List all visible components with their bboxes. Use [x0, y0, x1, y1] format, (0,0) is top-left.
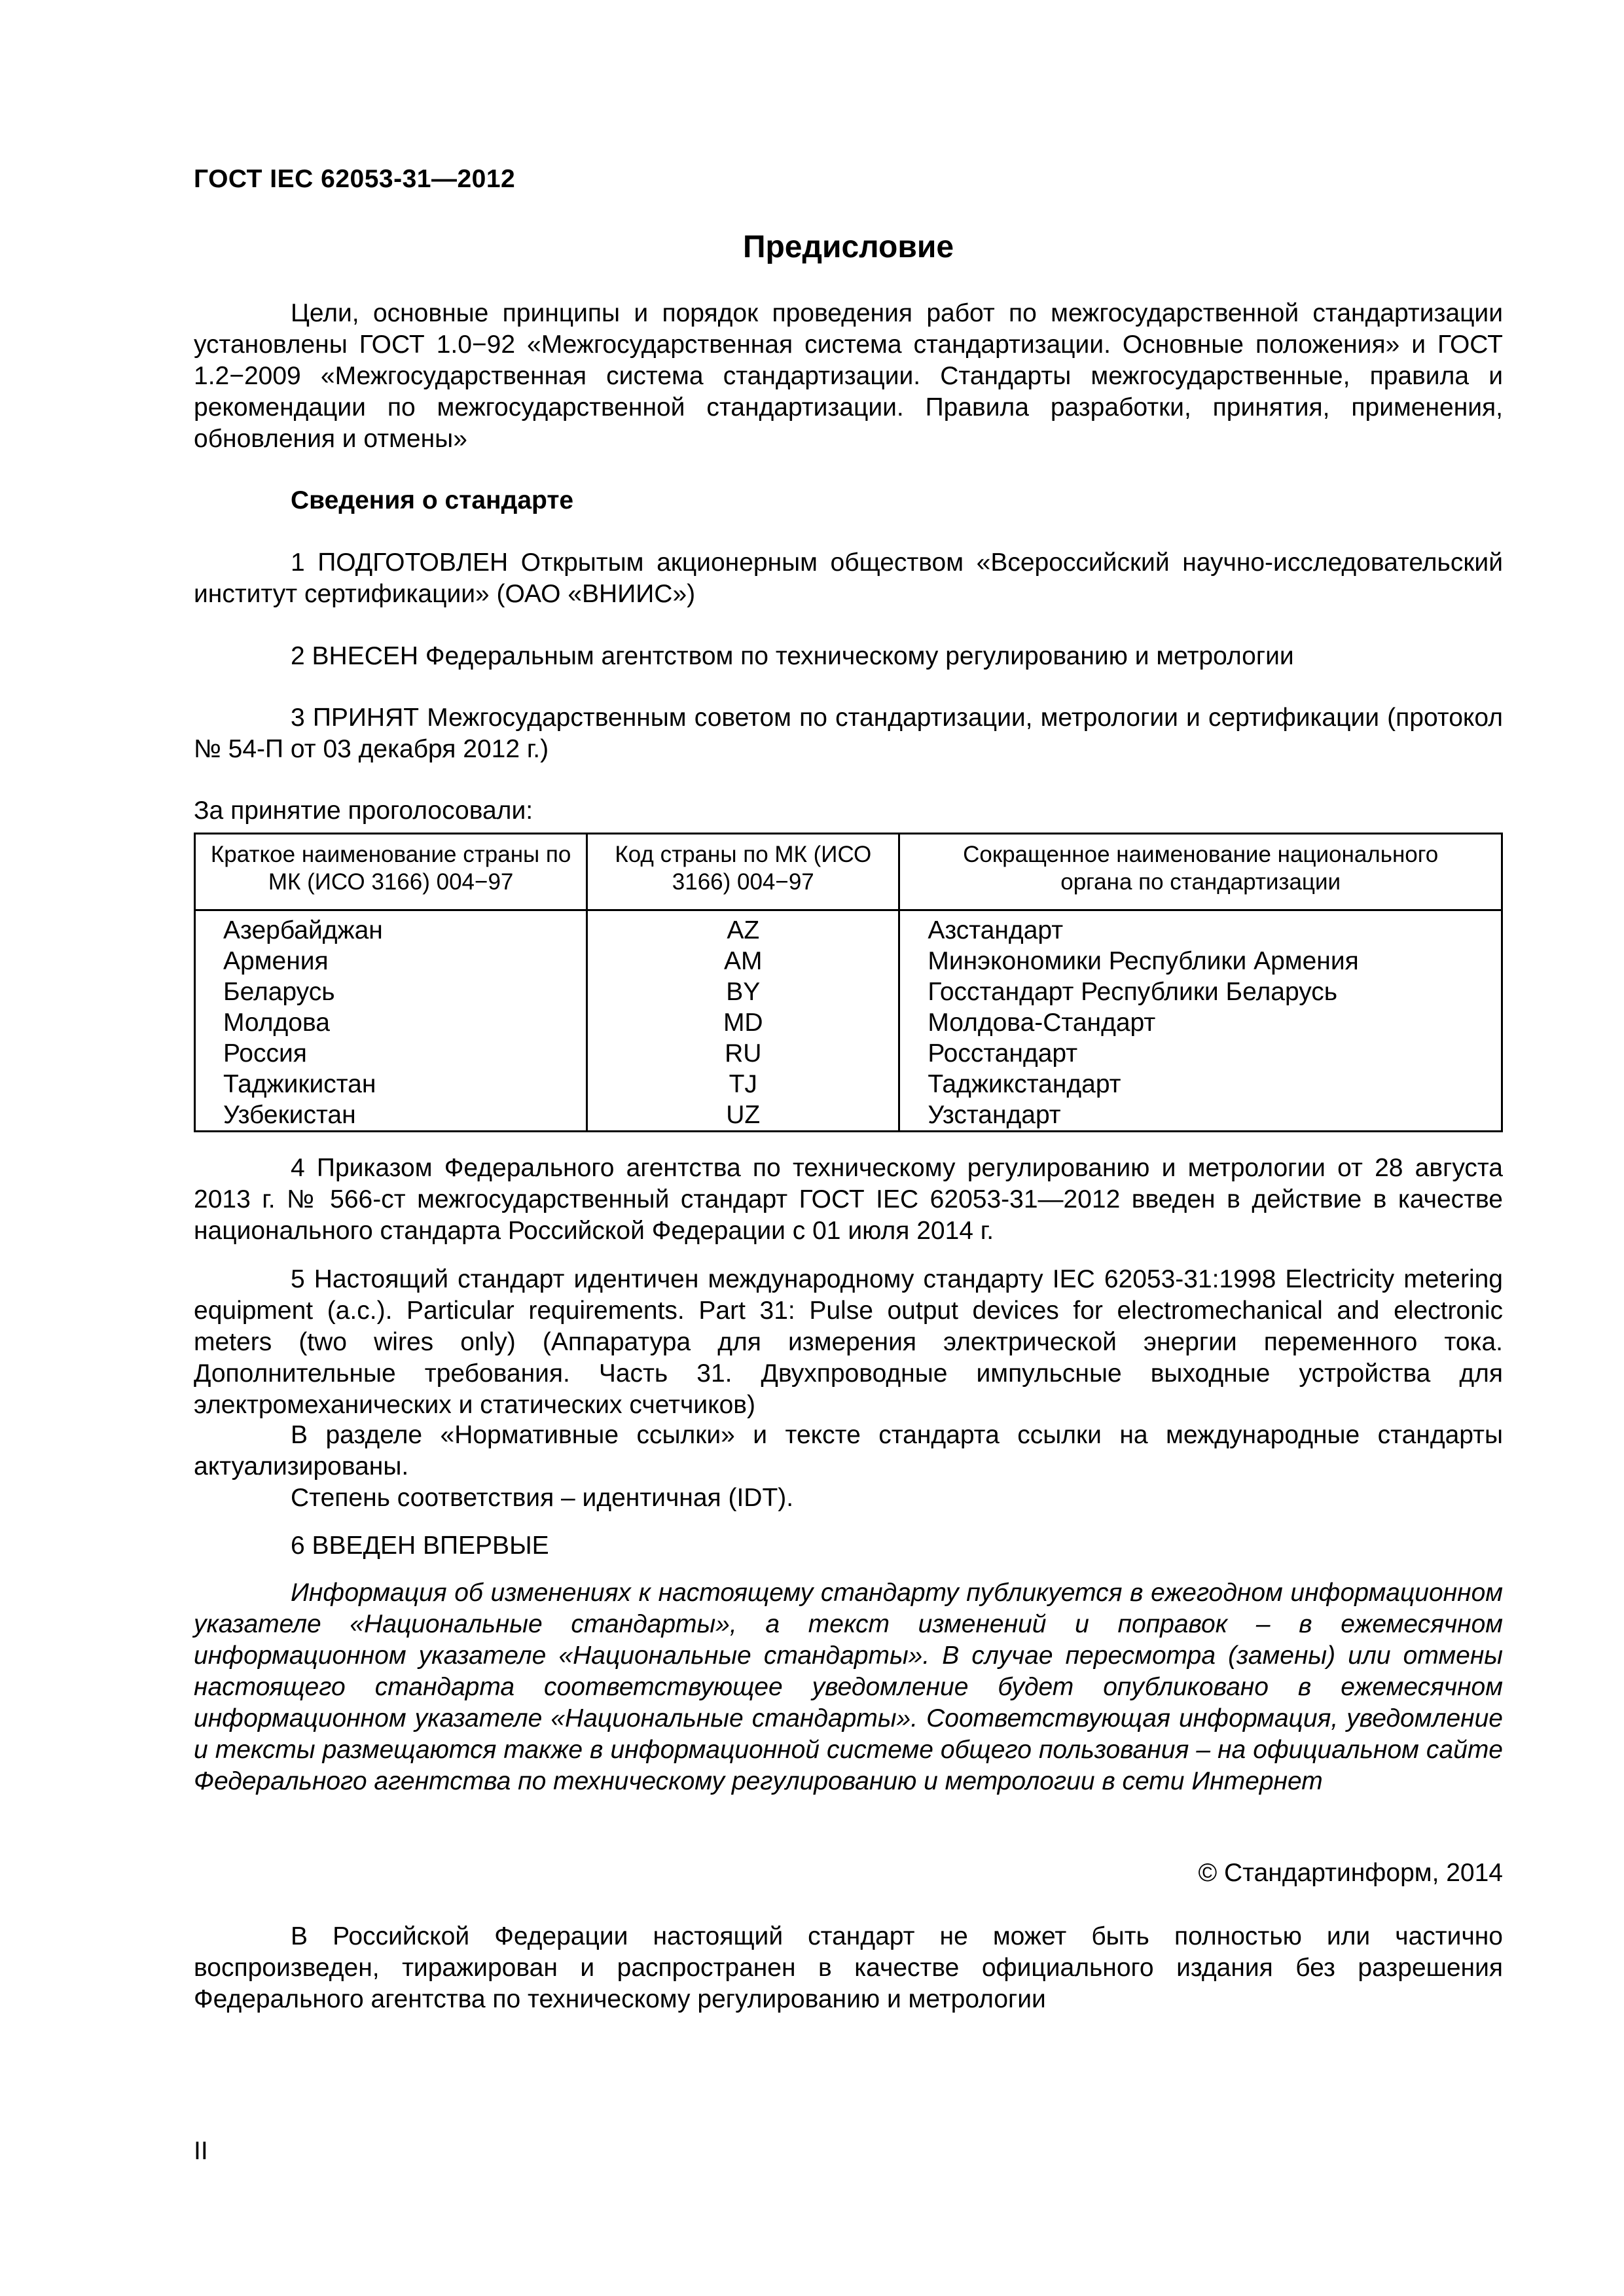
cell-code: RU — [587, 1038, 899, 1069]
cell-code: AM — [587, 946, 899, 977]
voting-table — [194, 833, 1503, 1132]
header-body: Сокращенное наименование национального органа по стандартизации — [899, 834, 1502, 910]
item-prepared: 1 ПОДГОТОВЛЕН Открытым акционерным обществом «Всероссийский научно-исследовательский институт сертификации» (ОАО «ВНИИС») — [194, 548, 1503, 608]
notice-rights: В Российской Федерации настоящий стандарт не может быть полностью или частично воспроизведен, тиражирован и распространен в качестве официального издания без разрешения Федерального агентства по техническому регулированию и метрологии — [194, 1922, 1503, 2013]
table-row — [195, 946, 1502, 977]
copyright: © Стандартинформ, 2014 — [1198, 1859, 1503, 1887]
item-introduced: 6 ВВЕДЕН ВПЕРВЫЕ — [291, 1532, 549, 1560]
notice-changes: Информация об изменениях к настоящему стандарту публикуется в ежегодном информационном указателе «Национальные стандарты», а текст изменений и поправок – в ежемесячном информационном указателе «Национальные стандарты». В случае пересмотра (замены) или отмены настоящего стандарта соответствующее уведомление будет опубликовано в ежемесячном информационном указателе «Национальные стандарты». Соответствующая информация, уведомление и тексты размещаются также в информационной системе общего пользования – на официальном сайте Федерального агентства по техническому регулированию и метрологии в сети Интернет — [194, 1579, 1503, 1795]
standard-code: ГОСТ IEC 62053-31—2012 — [194, 165, 516, 193]
cell-body: Росстандарт — [899, 1038, 1502, 1069]
cell-country: Россия — [195, 1038, 587, 1069]
page-number: II — [194, 2137, 208, 2165]
table-header-row — [195, 834, 1502, 910]
header-country: Краткое наименование страны по МК (ИСО 3166) 004−97 — [195, 834, 587, 910]
table-row — [195, 910, 1502, 946]
info-heading: Сведения о стандарте — [291, 486, 574, 514]
item-degree: Степень соответствия – идентичная (IDT). — [291, 1484, 794, 1512]
cell-body: Минэкономики Республики Армения — [899, 946, 1502, 977]
cell-body: Узстандарт — [899, 1100, 1502, 1132]
cell-body: Госстандарт Республики Беларусь — [899, 977, 1502, 1007]
table-row — [195, 1038, 1502, 1069]
cell-country: Беларусь — [195, 977, 587, 1007]
item-enacted: 4 Приказом Федерального агентства по техническому регулированию и метрологии от 28 августа 2013 г. № 566-ст межгосударственный стандарт ГОСТ IEC 62053-31—2012 введен в действие в качестве национального стандарта Российской Федерации с 01 июля 2014 г. — [194, 1154, 1503, 1245]
item-submitted: 2 ВНЕСЕН Федеральным агентством по техническому регулированию и метрологии — [291, 642, 1294, 670]
header-code: Код страны по МК (ИСО 3166) 004−97 — [587, 834, 899, 910]
cell-country: Азербайджан — [195, 910, 587, 946]
cell-code: MD — [587, 1007, 899, 1038]
table-row — [195, 1069, 1502, 1100]
cell-code: TJ — [587, 1069, 899, 1100]
item-adopted: 3 ПРИНЯТ Межгосударственным советом по стандартизации, метрологии и сертификации (протокол № 54-П от 03 декабря 2012 г.) — [194, 704, 1503, 763]
cell-country: Армения — [195, 946, 587, 977]
cell-code: AZ — [587, 910, 899, 946]
cell-body: Азстандарт — [899, 910, 1502, 946]
intro-paragraph: Цели, основные принципы и порядок проведения работ по межгосударственной стандартизации установлены ГОСТ 1.0−92 «Межгосударственная система стандартизации. Основные положения» и ГОСТ 1.2−2009 «Межгосударственная система стандартизации. Стандарты межгосударственные, правила и рекомендации по межгосударственной стандартизации. Правила разработки, принятия, применения, обновления и отмены» — [194, 299, 1503, 453]
cell-code: UZ — [587, 1100, 899, 1132]
cell-country: Узбекистан — [195, 1100, 587, 1132]
cell-country: Молдова — [195, 1007, 587, 1038]
item-references: В разделе «Нормативные ссылки» и тексте стандарта ссылки на международные стандарты актуализированы. — [194, 1421, 1503, 1480]
item-identical: 5 Настоящий стандарт идентичен международному стандарту IEC 62053-31:1998 Electricity metering equipment (a.c.). Particular requirements. Part 31: Pulse output devices for electromechanical and electronic meters (two wires only) (Аппаратура для измерения электрической энергии переменного тока. Дополнительные требования. Часть 31. Двухпроводные импульсные выходные устройства для электромеханических и статических счетчиков) — [194, 1265, 1503, 1419]
cell-body: Молдова-Стандарт — [899, 1007, 1502, 1038]
page-title: Предисловие — [742, 230, 954, 264]
cell-country: Таджикистан — [195, 1069, 587, 1100]
table-row — [195, 1100, 1502, 1132]
cell-body: Таджикстандарт — [899, 1069, 1502, 1100]
table-row — [195, 977, 1502, 1007]
voted-label: За принятие проголосовали: — [194, 797, 533, 825]
table-row — [195, 1007, 1502, 1038]
cell-code: BY — [587, 977, 899, 1007]
